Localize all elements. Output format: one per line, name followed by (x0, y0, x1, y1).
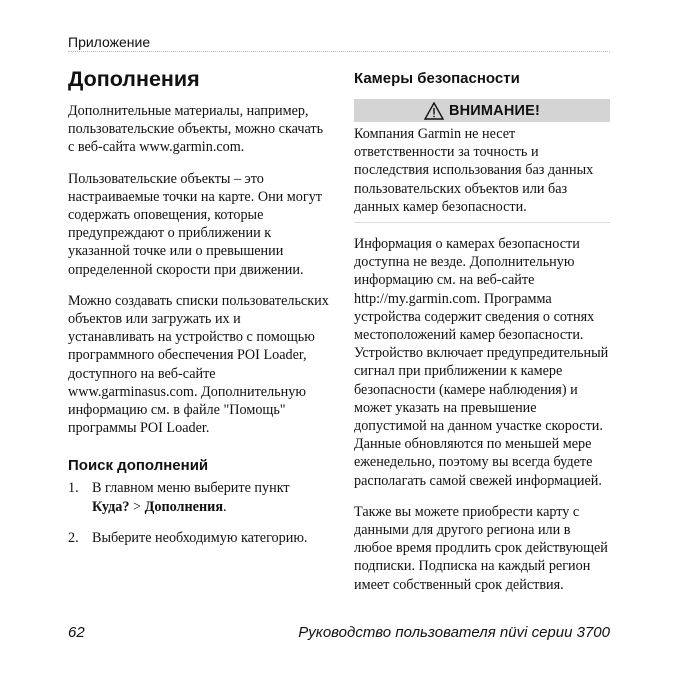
step-number: 2. (68, 529, 79, 546)
step-text: Выберите необходимую категорию. (92, 529, 308, 546)
footer-manual-title: Руководство пользователя nüvi серии 3700 (298, 624, 610, 641)
steps-list (68, 479, 330, 547)
step-text (92, 479, 330, 515)
warning-divider (354, 222, 610, 223)
section-title-safety-cameras: Камеры безопасности (354, 70, 520, 87)
menu-path-extras: Дополнения (144, 498, 224, 515)
paragraph-poi-loader: Можно создавать списки пользовательских объектов или загружать их и устанавливать на устройство с помощью программного обеспечения POI Loader, доступного на веб-сайте www.garminasus.com. Дополнительную информацию см. в файле "Помощь" программы POI Loader. (68, 292, 329, 437)
warning-label: ВНИМАНИЕ! (448, 102, 541, 119)
warning-banner (354, 99, 610, 122)
paragraph-custom-pois: Пользовательские объекты – это настраиваемые точки на карте. Они могут содержать оповещения, которые предупреждают о приближении к указанной точке или о превышении определенной скорости при движении. (68, 170, 322, 278)
subsection-title-find-additions: Поиск дополнений (68, 457, 209, 475)
step-text-plain: В главном меню выберите пункт (92, 480, 290, 497)
paragraph-intro: Дополнительные материалы, например, пользовательские объекты, можно скачать с веб-сайта www.garmin.com. (68, 103, 324, 156)
step-item (68, 479, 330, 515)
paragraph-subscription: Также вы можете приобрести карту с данными для другого региона или в любое время продлить срок действующей подписки. Подписка на каждый регион имеет собственный срок действия. (354, 503, 608, 593)
warning-text: Компания Garmin не несет ответственности за точность и последствия использования баз данных пользовательских объектов или баз данных камер безопасности. (354, 126, 594, 215)
paragraph-safety-camera-info: Информация о камерах безопасности доступна не везде. Дополнительную информацию см. на веб-сайте http://my.garmin.com. Программа устройства содержит сведения о сотнях местоположений камер безопасности. Устройство включает предупредительный сигнал при приближении к камере безопасности (камере наблюдения) и может указать на превышение допустимой на данном участке скорости. Данные обновляются по меньшей мере еженедельно, поэтому вы всегда будете располагать самой свежей информацией. (354, 236, 609, 489)
running-header: Приложение (68, 34, 151, 50)
right-column (354, 66, 610, 594)
menu-path-where-to: Куда? (92, 498, 130, 515)
step-text-end: . (223, 498, 227, 515)
section-title-additions: Дополнения (68, 67, 200, 91)
step-number: 1. (68, 480, 79, 497)
menu-path-separator: > (129, 498, 145, 515)
page-number: 62 (68, 624, 85, 641)
header-divider (68, 51, 610, 52)
warning-triangle-icon (424, 102, 444, 120)
left-column (68, 66, 330, 547)
step-item (68, 529, 330, 547)
